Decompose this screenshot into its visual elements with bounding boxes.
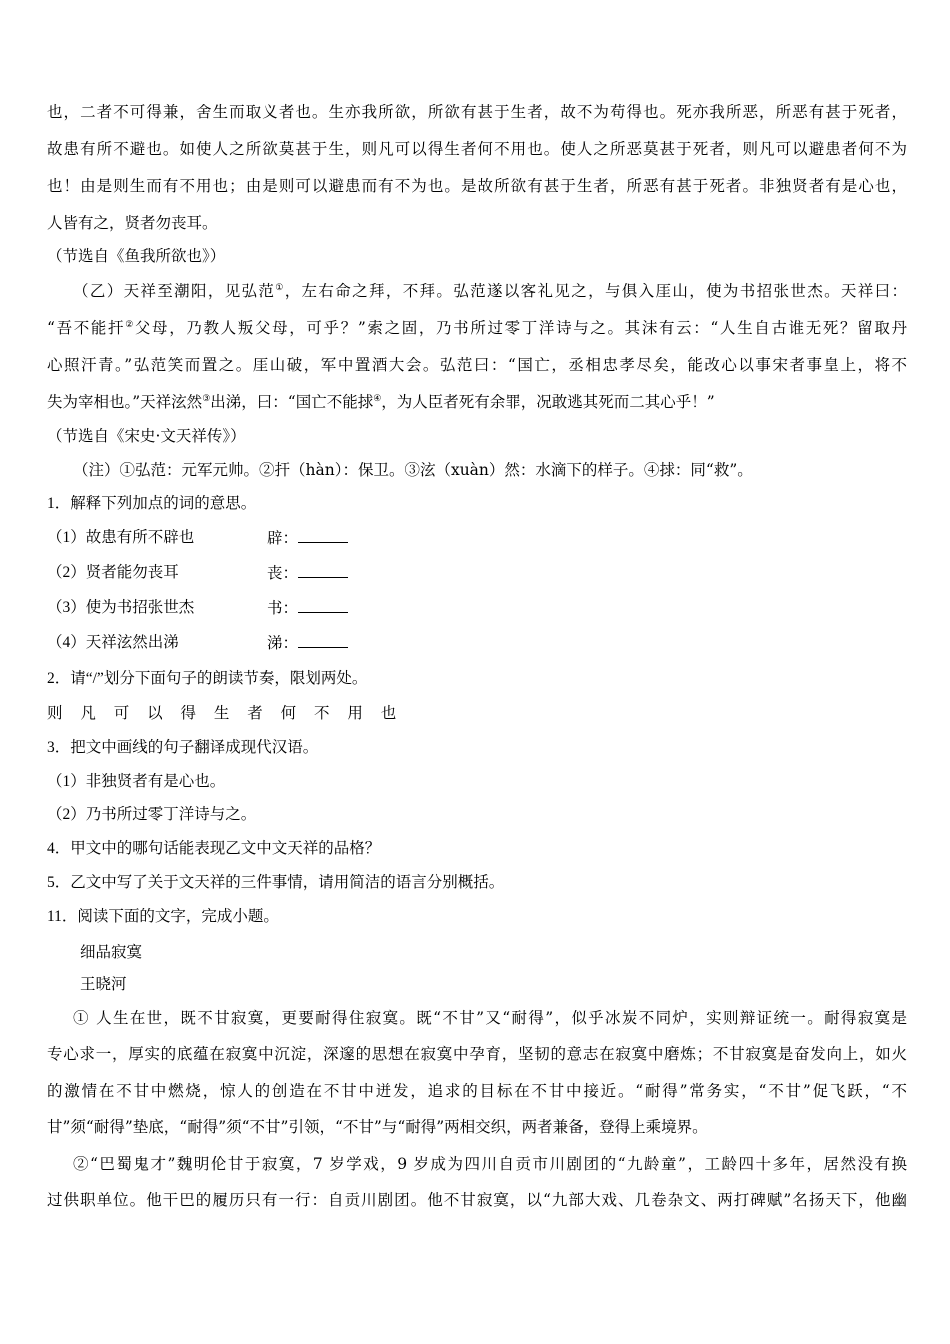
question-1-item [47, 527, 907, 549]
text-run: 失为宰相也。”天祥泫然 [47, 393, 203, 411]
item-text: （3）使为书招张世杰 [47, 599, 195, 616]
answer-blank[interactable] [298, 597, 348, 613]
text-run: “吾不能扞 [47, 319, 126, 337]
article-para-2-line: 过供职单位。他干巴的履历只有一行：自贡川剧团。他不甘寂寞，以“九部大戏、几卷杂文、两打碑赋”名扬天下，他幽 [47, 1191, 907, 1209]
passage-jia-line: 也！由是则生而有不用也；由是则可以避患而有不为也。是故所欲有甚于生者，所恶有甚于死者。非独贤者有是心也， [47, 177, 907, 195]
answer-blank[interactable] [298, 527, 348, 543]
text-run: ，左右命之拜，不拜。弘范遂以客礼见之，与俱入厓山，使为书招张世杰。天祥曰： [284, 282, 907, 300]
passage-jia-line: 故患有所不避也。如使人之所欲莫甚于生，则凡可以得生者何不用也。使人之所恶莫甚于死者，则凡可以避患者何不为 [47, 140, 907, 158]
article-author: 王晓河 [80, 975, 127, 993]
passage-yi-line-3: 心照汗青。”弘范笑而置之。厓山破，军中置酒大会。弘范曰：“国亡，丞相忠孝尽矣，能改心以事宋者事皇上，将不 [47, 356, 907, 374]
item-label: 涕： [267, 635, 299, 652]
question-3-item: （2）乃书所过零丁洋诗与之。 [47, 806, 257, 823]
article-para-1-line: ① 人生在世，既不甘寂寞，更要耐得住寂寞。既“不甘”又“耐得”，似乎冰炭不同炉，实则辩证统一。耐得寂寞是 [73, 1009, 907, 1027]
question-3: 3．把文中画线的句子翻译成现代汉语。 [47, 739, 319, 756]
question-5: 5．乙文中写了关于文天祥的三件事情，请用简洁的语言分别概括。 [47, 874, 505, 891]
question-1-item [47, 562, 907, 584]
question-2: 2．请“/”划分下面句子的朗读节奏，限划两处。 [47, 670, 368, 687]
text-run: ，为人臣者死有余罪，况敢逃其死而二其心乎！” [381, 393, 715, 411]
item-label: 辟： [267, 530, 299, 547]
question-4: 4．甲文中的哪句话能表现乙文中文天祥的品格？ [47, 840, 381, 857]
section-11-header: 11．阅读下面的文字，完成小题。 [47, 908, 279, 925]
passage-yi-line-2 [47, 317, 907, 339]
footnote-marker: ③ [202, 393, 211, 404]
item-text: （2）贤者能勿丧耳 [47, 564, 179, 581]
article-para-1-line: 专心求一，厚实的底蕴在寂寞中沉淀，深邃的思想在寂寞中孕育，坚韧的意志在寂寞中磨炼；不甘寂寞是奋发向上，如火 [47, 1045, 907, 1063]
passage-yi-line-4 [47, 391, 907, 413]
question-1: 1．解释下列加点的词的意思。 [47, 495, 257, 512]
item-text: （1）故患有所不辟也 [47, 529, 195, 546]
passage-yi-note: （注）①弘范：元军元帅。②扞（hàn）：保卫。③泫（xuàn）然：水滴下的样子。④捄：同“救”。 [73, 461, 753, 479]
passage-jia-line: 人皆有之，贤者勿丧耳。 [47, 214, 218, 232]
passage-yi-line-1 [73, 280, 907, 302]
article-para-2-line: ②“巴蜀鬼才”魏明伦甘于寂寞，7 岁学戏，9 岁成为四川自贡市川剧团的“九龄童”，工龄四十多年，居然没有换 [73, 1155, 907, 1173]
question-3-item: （1）非独贤者有是心也。 [47, 773, 226, 790]
answer-blank[interactable] [298, 632, 348, 648]
question-1-item [47, 597, 907, 619]
item-label: 书： [267, 600, 299, 617]
item-text: （4）天祥泫然出涕 [47, 634, 179, 651]
question-2-sentence: 则 凡 可 以 得 生 者 何 不 用 也 [47, 705, 404, 722]
item-label: 丧： [267, 565, 299, 582]
question-1-item [47, 632, 907, 654]
footnote-marker: ① [275, 282, 285, 293]
text-run: （乙）天祥至潮阳，见弘范 [73, 282, 276, 300]
article-para-1-line: 的激情在不甘中燃烧，惊人的创造在不甘中迸发，追求的目标在不甘中接近。“耐得”常务实，“不甘”促飞跃，“不 [47, 1082, 907, 1100]
text-run: 父母，乃教人叛父母，可乎？”索之固，乃书所过零丁洋诗与之。其沫有云：“人生自古谁无死？留取丹 [134, 319, 907, 337]
passage-yi-source: （节选自《宋史·文天祥传》） [47, 427, 246, 445]
article-title: 细品寂寞 [80, 943, 143, 961]
answer-blank[interactable] [298, 562, 348, 578]
passage-jia-source: （节选自《鱼我所欲也》） [47, 247, 226, 265]
article-para-1-line: 甘”须“耐得”垫底，“耐得”须“不甘”引领，“不甘”与“耐得”两相交织，两者兼备，登得上乘境界。 [47, 1118, 708, 1136]
text-run: 出涕，曰：“国亡不能捄 [210, 393, 374, 411]
passage-jia-line: 也，二者不可得兼，舍生而取义者也。生亦我所欲，所欲有甚于生者，故不为苟得也。死亦我所恶，所恶有甚于死者， [47, 103, 907, 121]
footnote-marker: ② [125, 319, 135, 330]
footnote-marker: ④ [373, 393, 382, 404]
